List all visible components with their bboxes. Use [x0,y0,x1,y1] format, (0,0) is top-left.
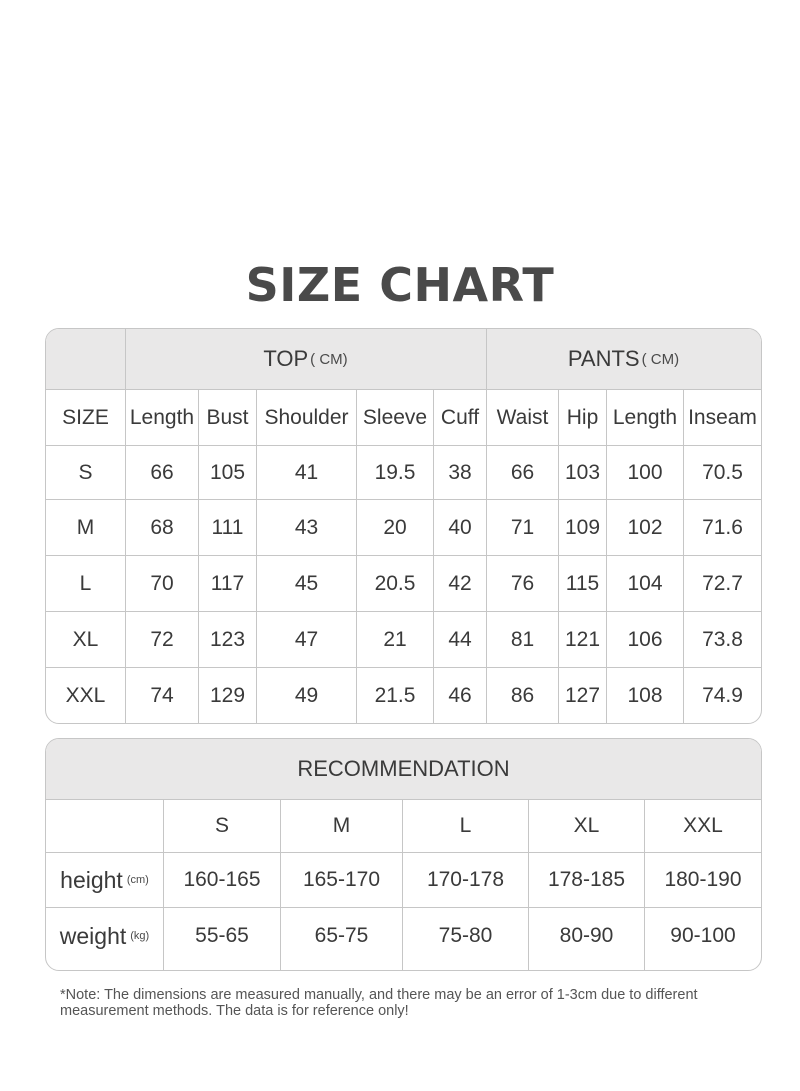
col-header-length: Length [129,405,195,429]
weight-row-label [46,908,163,964]
table-cell: 71 [510,515,535,539]
col-header-inseam: Inseam [688,405,757,429]
size-label: S [78,460,93,484]
table-cell: 105 [209,460,246,484]
rec-size-l: L [459,814,472,837]
weight-label: weight [59,922,127,949]
weight-value: 75-80 [438,924,493,947]
table-cell: 115 [565,571,600,595]
size-label: L [79,571,92,595]
table-cell: 109 [564,515,601,539]
table-cell: 46 [448,683,472,707]
rec-size-s: S [214,814,229,837]
col-header-bust: Bust [206,405,249,429]
table-cell: 117 [210,571,245,595]
height-row-label [46,853,163,907]
height-value: 165-170 [302,868,381,891]
size-label: M [76,515,95,539]
pants-label: PANTS [567,346,640,371]
table-cell: 44 [448,627,472,651]
footnote: *Note: The dimensions are measured manually, and there may be an error of 1-3cm due to different measurement methods. The data is for reference only! [60,987,698,1019]
table-cell: 45 [294,571,319,595]
table-cell: 111 [211,515,244,539]
table-cell: 108 [627,683,663,707]
top-group-header [125,329,486,389]
pants-group-header [486,329,761,389]
table-cell: 72 [150,627,174,651]
rec-size-xxl: XXL [683,814,723,837]
weight-value: 55-65 [195,924,249,947]
table-cell: 70 [150,571,174,595]
table-cell: 42 [448,571,472,595]
table-cell: 72.7 [702,571,743,595]
col-header-shoulder: Shoulder [264,405,349,429]
table-cell: 129 [209,683,246,707]
table-cell: 41 [294,460,319,484]
table-cell: 100 [627,460,663,484]
recommendation-table [45,738,762,971]
table-cell: 73.8 [702,627,743,651]
table-cell: 103 [564,460,601,484]
top-label: TOP [263,346,309,371]
table-cell: 71.6 [702,515,743,539]
size-label: XL [72,627,99,651]
table-cell: 68 [150,515,174,539]
table-cell: 49 [294,683,319,707]
table-cell: 127 [564,683,601,707]
size-table [45,328,762,724]
height-label: height [60,866,123,893]
weight-unit: (kg) [130,930,150,942]
weight-value: 80-90 [559,924,614,947]
height-value: 170-178 [426,868,505,891]
table-cell: 20.5 [374,571,416,595]
table-cell: 74.9 [702,683,743,707]
col-header-sleeve: Sleeve [362,405,428,429]
table-cell: 121 [564,627,601,651]
rec-size-m: M [332,814,351,837]
weight-value: 90-100 [670,924,736,947]
table-cell: 66 [510,460,535,484]
table-cell: 21 [383,627,407,651]
pants-unit: ( CM) [641,350,680,368]
height-value: 160-165 [183,868,261,891]
table-cell: 106 [627,627,663,651]
table-cell: 20 [383,515,407,539]
page-title: SIZE CHART [245,258,555,312]
col-header-waist: Waist [496,405,549,429]
col-header-pants-length: Length [612,405,678,429]
height-value: 178-185 [547,868,626,891]
top-unit: ( CM) [310,350,348,368]
col-header-cuff: Cuff [440,405,480,429]
table-cell: 86 [510,683,535,707]
table-cell: 104 [627,571,663,595]
table-cell: 21.5 [374,683,416,707]
weight-value: 65-75 [314,924,369,947]
table-cell: 123 [209,627,246,651]
table-cell: 66 [150,460,174,484]
table-cell: 70.5 [702,460,743,484]
col-header-size: SIZE [62,405,109,429]
height-unit: (cm) [126,874,149,886]
recommendation-title: RECOMMENDATION [297,756,510,781]
table-cell: 47 [294,627,319,651]
table-cell: 81 [510,627,535,651]
table-cell: 19.5 [374,460,416,484]
table-cell: 43 [294,515,319,539]
rec-size-xl: XL [573,814,600,837]
table-cell: 102 [627,515,663,539]
table-cell: 76 [510,571,535,595]
table-cell: 38 [448,460,472,484]
col-header-hip: Hip [566,405,599,429]
table-cell: 40 [448,515,472,539]
size-label: XXL [65,683,106,707]
height-value: 180-190 [664,868,742,891]
table-cell: 74 [150,683,174,707]
